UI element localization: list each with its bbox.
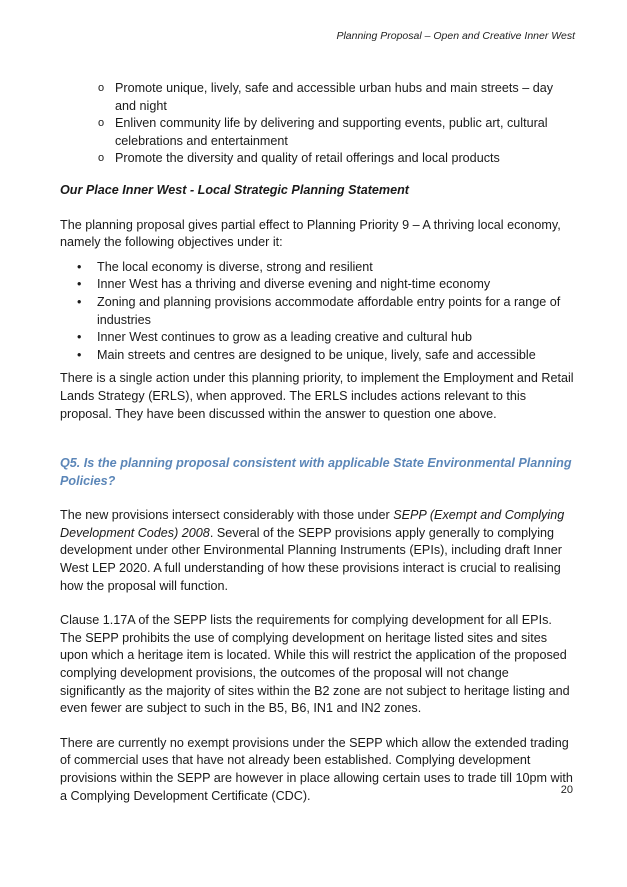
- paragraph-clause: Clause 1.17A of the SEPP lists the requirements for complying development for all EPIs. The SEPP prohibits the use of complying development on heritage listed sites and sites upon which a heritage item is located. While this will restrict the application of the proposed complying development provisions, the outcomes of the proposal will not change significantly as the majority of sites within the B2 zone are not subject to heritage listing and even fewer are subject to such in the B5, B6, IN1 and IN2 zones.: [60, 613, 570, 716]
- list-item-text: Zoning and planning provisions accommodate affordable entry points for a range of industries: [97, 294, 561, 327]
- list-item-text: Inner West continues to grow as a leading creative and cultural hub: [97, 330, 473, 345]
- bullet-icon: •: [77, 277, 82, 292]
- circle-bullet-icon: o: [98, 82, 105, 94]
- running-header: Planning Proposal – Open and Creative Inner West: [336, 30, 575, 42]
- list-item: [98, 80, 575, 115]
- page-number: 20: [560, 784, 573, 796]
- list-item: [77, 347, 575, 365]
- list-item: [98, 115, 575, 150]
- paragraph-action: There is a single action under this planning priority, to implement the Employment and Retail Lands Strategy (ERLS), when approved. The ERLS includes actions relevant to this proposal. They have been discussed within the answer to question one above.: [60, 371, 574, 421]
- sub-bullet-list: [60, 80, 575, 168]
- paragraph-text: The new provisions intersect considerably with those under: [60, 508, 394, 523]
- paragraph-sepp: [60, 507, 575, 595]
- list-item-text: Promote unique, lively, safe and accessible urban hubs and main streets – day and night: [115, 81, 554, 113]
- bullet-icon: •: [77, 294, 82, 309]
- bullet-icon: •: [77, 330, 82, 345]
- objective-list: [60, 259, 575, 365]
- bullet-icon: •: [77, 259, 82, 274]
- list-item-text: Promote the diversity and quality of retail offerings and local products: [115, 151, 500, 166]
- sepp-title: SEPP (Exempt and Complying Development Codes) 2008: [60, 508, 565, 540]
- circle-bullet-icon: o: [98, 117, 105, 130]
- list-item: [77, 259, 575, 277]
- page-content: [60, 80, 575, 822]
- paragraph-text: . Several of the SEPP provisions apply generally to complying development under other Environmental Planning Instruments (EPIs), including draft Inner West LEP 2020. A full understanding of how these provisions interact is crucial to realising how the proposal will function.: [60, 525, 562, 593]
- bullet-icon: •: [77, 347, 82, 362]
- list-item-text: Main streets and centres are designed to be unique, lively, safe and accessible: [97, 347, 536, 362]
- list-item-text: The local economy is diverse, strong and resilient: [97, 259, 373, 274]
- paragraph-exempt: There are currently no exempt provisions under the SEPP which allow the extended trading of commercial uses that have not already been established. Complying development provisions within the SEPP are however in place allowing certain uses to trade till 10pm with a Complying Development Certificate (CDC).: [60, 735, 573, 803]
- list-item: [77, 276, 575, 294]
- list-item-text: Inner West has a thriving and diverse evening and night-time economy: [97, 277, 491, 292]
- circle-bullet-icon: o: [98, 152, 105, 165]
- list-item: [98, 150, 575, 168]
- list-item: [77, 329, 575, 347]
- list-item: [77, 294, 575, 329]
- list-item-text: Enliven community life by delivering and supporting events, public art, cultural celebrations and entertainment: [115, 116, 548, 148]
- question-heading: Q5. Is the planning proposal consistent with applicable State Environmental Planning Policies?: [60, 456, 572, 488]
- section-heading: Our Place Inner West - Local Strategic Planning Statement: [60, 182, 409, 197]
- paragraph-priority: The planning proposal gives partial effect to Planning Priority 9 – A thriving local economy, namely the following objectives under it:: [60, 217, 561, 250]
